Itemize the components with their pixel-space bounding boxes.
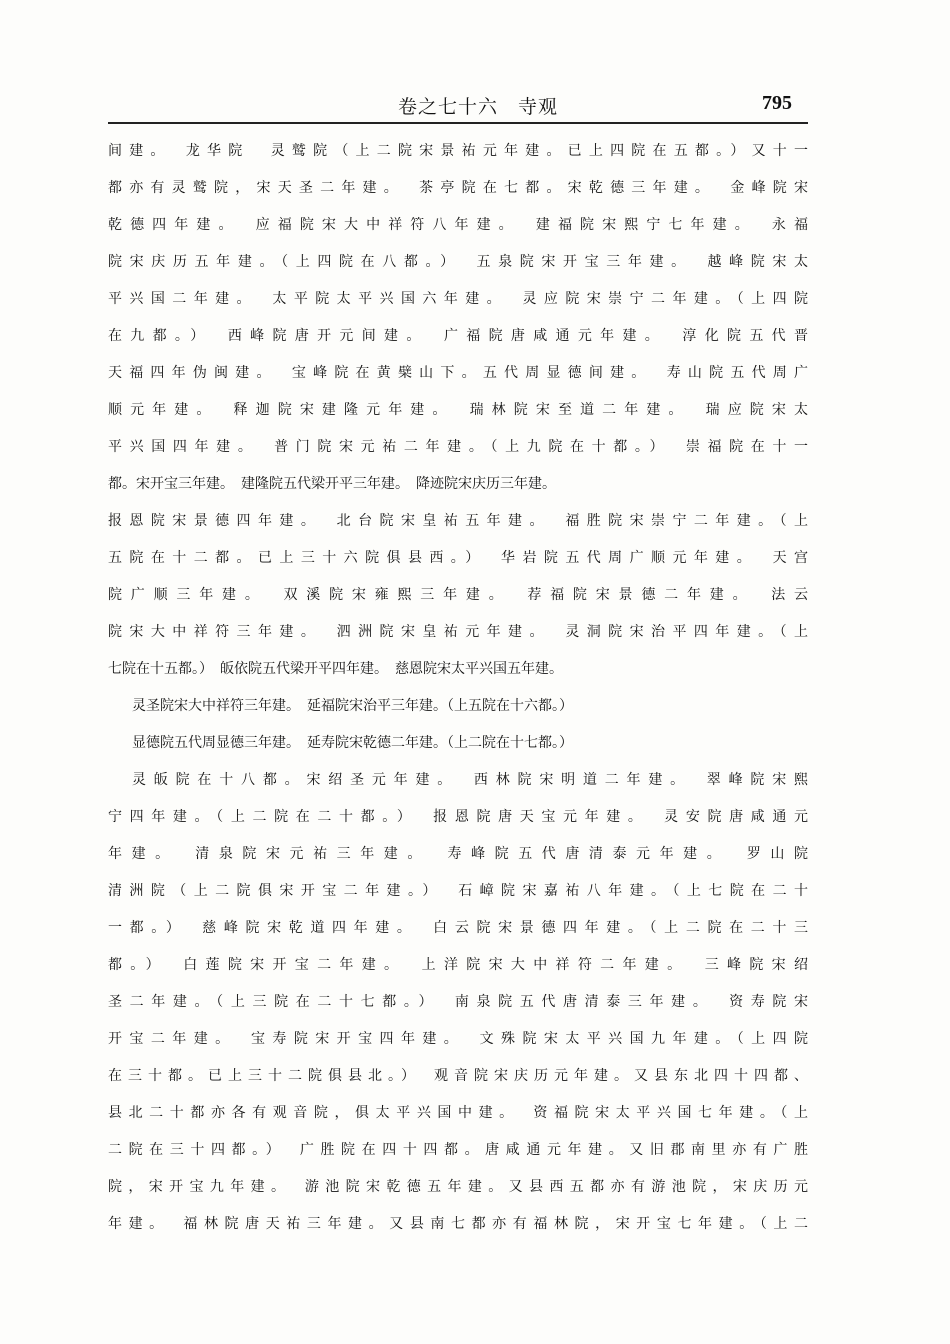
text-line: 七院在十五都。） 皈依院五代梁开平四年建。 慈恩院宋太平兴国五年建。 — [108, 661, 563, 677]
text-line: 平兴国四年建。 普门院宋元祐二年建。（上九院在十都。） 崇福院在十一 — [108, 439, 808, 455]
text-line: 清洲院（上二院俱宋开宝二年建。） 石嶂院宋嘉祐八年建。（上七院在二十 — [108, 883, 808, 899]
text-line: 显德院五代周显德三年建。 延寿院宋乾德二年建。（上二院在十七都。） — [132, 735, 573, 751]
page-number: 795 — [762, 92, 792, 114]
text-line: 院，宋开宝九年建。 游池院宋乾德五年建。又县西五都亦有游池院，宋庆历元 — [108, 1179, 808, 1195]
text-line: 平兴国二年建。 太平院太平兴国六年建。 灵应院宋崇宁二年建。（上四院 — [108, 291, 808, 307]
text-line: 圣二年建。（上三院在二十七都。） 南泉院五代唐清泰三年建。 资寿院宋 — [108, 994, 808, 1010]
text-body — [108, 133, 808, 1243]
text-line: 宁四年建。（上二院在二十都。） 报恩院唐天宝元年建。 灵安院唐咸通元 — [108, 809, 808, 825]
text-line: 灵皈院在十八都。宋绍圣元年建。 西林院宋明道二年建。 翠峰院宋熙 — [132, 772, 808, 788]
text-line: 灵圣院宋大中祥符三年建。 延福院宋治平三年建。（上五院在十六都。） — [132, 698, 573, 714]
text-line: 院广顺三年建。 双溪院宋雍熙三年建。 荐福院宋景德二年建。 法云 — [108, 587, 808, 603]
text-line: 年建。 福林院唐天祐三年建。又县南七都亦有福林院，宋开宝七年建。（上二 — [108, 1216, 808, 1232]
text-line: 都亦有灵鹫院，宋天圣二年建。 茶亭院在七都。宋乾德三年建。 金峰院宋 — [108, 180, 808, 196]
text-line: 五院在十二都。已上三十六院俱县西。） 华岩院五代周广顺元年建。 天宫 — [108, 550, 808, 566]
text-line: 院宋大中祥符三年建。 泗洲院宋皇祐元年建。 灵洞院宋治平四年建。（上 — [108, 624, 808, 640]
text-line: 报恩院宋景德四年建。 北台院宋皇祐五年建。 福胜院宋崇宁二年建。（上 — [108, 513, 808, 529]
text-line: 县北二十都亦各有观音院，俱太平兴国中建。 资福院宋太平兴国七年建。（上 — [108, 1105, 808, 1121]
text-line: 开宝二年建。 宝寿院宋开宝四年建。 文殊院宋太平兴国九年建。（上四院 — [108, 1031, 808, 1047]
text-line: 二院在三十四都。） 广胜院在四十四都。唐咸通元年建。又旧郡南里亦有广胜 — [108, 1142, 808, 1158]
text-line: 院宋庆历五年建。（上四院在八都。） 五泉院宋开宝三年建。 越峰院宋太 — [108, 254, 808, 270]
header-rule — [108, 122, 808, 124]
text-line: 年建。 清泉院宋元祐三年建。 寿峰院五代唐清泰元年建。 罗山院 — [108, 846, 808, 862]
text-line: 间建。 龙华院 灵鹫院（上二院宋景祐元年建。已上四院在五都。）又十一 — [108, 143, 808, 159]
text-line: 在九都。） 西峰院唐开元间建。 广福院唐咸通元年建。 淳化院五代晋 — [108, 328, 808, 344]
text-line: 乾德四年建。 应福院宋大中祥符八年建。 建福院宋熙宁七年建。 永福 — [108, 217, 808, 233]
text-line: 顺元年建。 释迦院宋建隆元年建。 瑞林院宋至道二年建。 瑞应院宋太 — [108, 402, 808, 418]
text-line: 都。） 白莲院宋开宝二年建。 上洋院宋大中祥符二年建。 三峰院宋绍 — [108, 957, 808, 973]
text-line: 天福四年伪闽建。 宝峰院在黄檗山下。五代周显德间建。 寿山院五代周广 — [108, 365, 808, 381]
text-line: 一都。） 慈峰院宋乾道四年建。 白云院宋景德四年建。（上二院在二十三 — [108, 920, 808, 936]
text-line: 都。宋开宝三年建。 建隆院五代梁开平三年建。 降迹院宋庆历三年建。 — [108, 476, 556, 492]
running-title: 卷之七十六 寺观 — [398, 96, 559, 118]
page-header — [108, 92, 808, 122]
text-line: 在三十都。已上三十二院俱县北。） 观音院宋庆历元年建。又县东北四十四都、 — [108, 1068, 808, 1084]
